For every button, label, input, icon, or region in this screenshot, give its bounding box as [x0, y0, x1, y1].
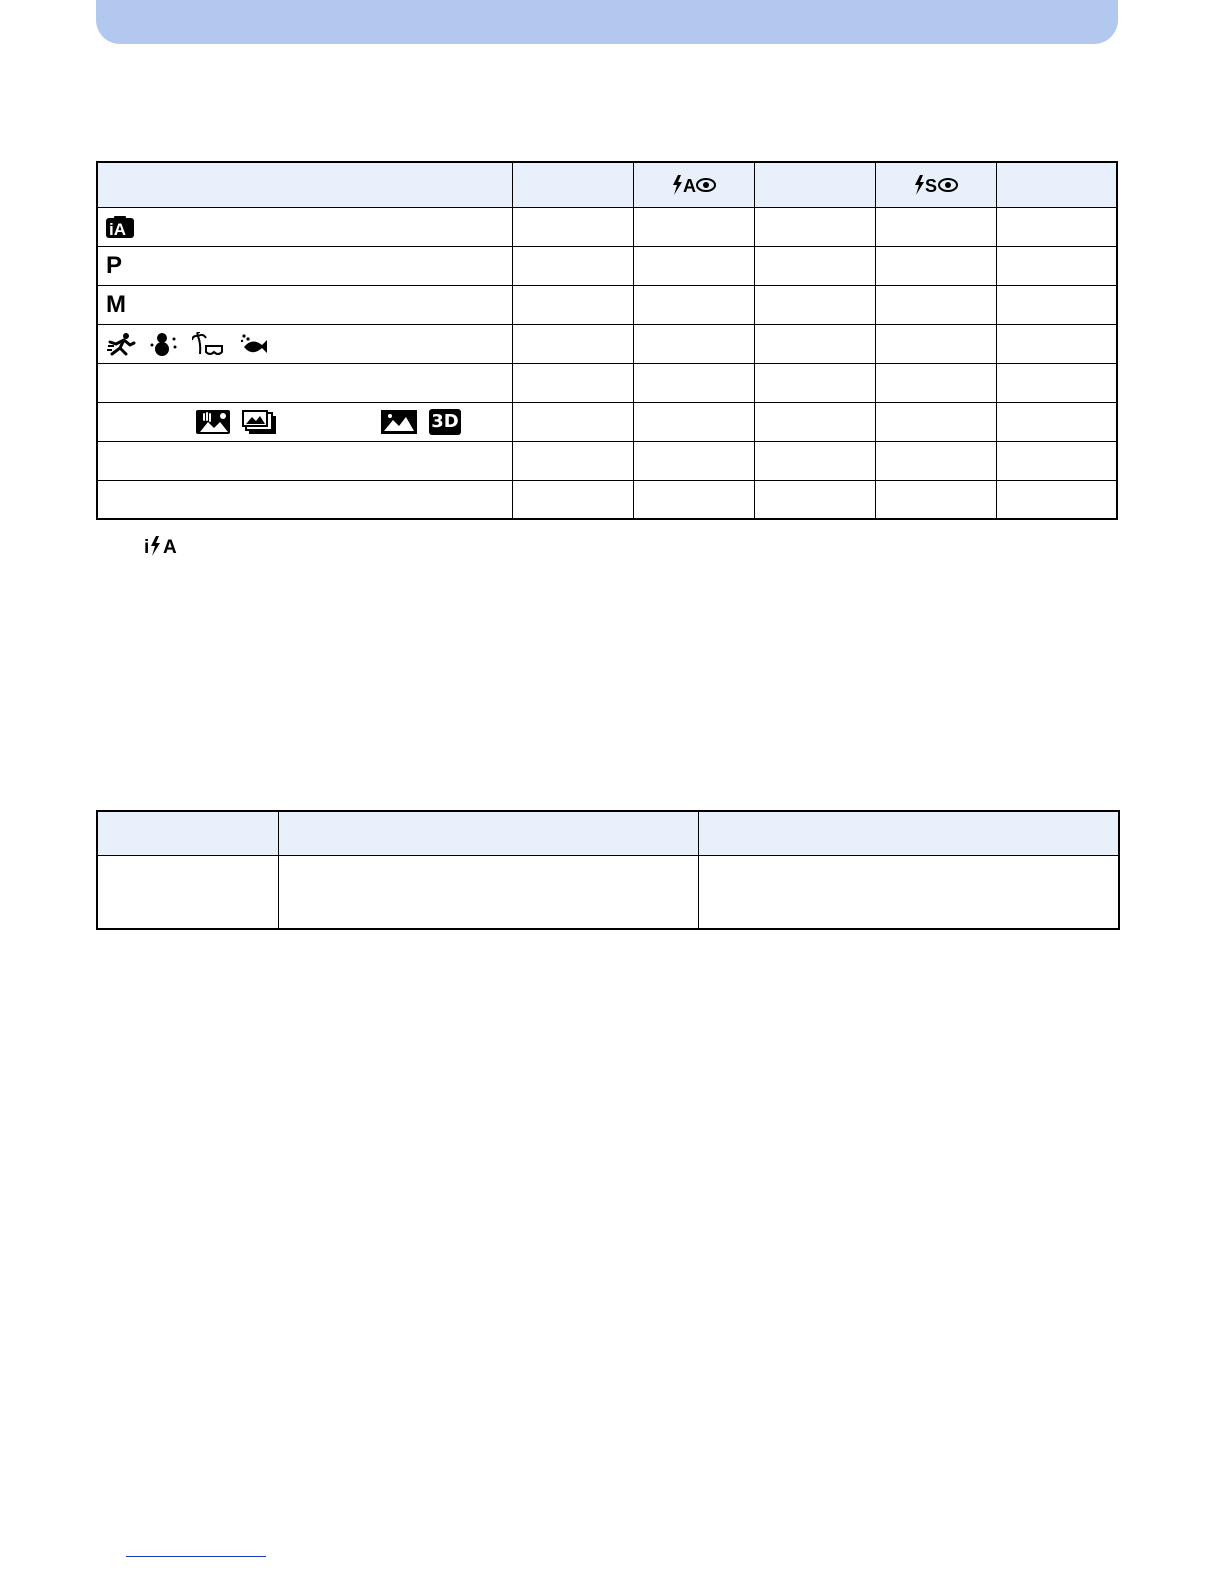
table-cell: [633, 324, 754, 363]
table-cell: [996, 246, 1117, 285]
svg-text:A: A: [163, 537, 177, 557]
table-row: [97, 246, 1117, 285]
table-cell: [512, 324, 633, 363]
slow-sync-red-eye-flash-icon: [876, 173, 996, 197]
flash-mode-table: [96, 161, 1118, 520]
table-row: [97, 207, 1117, 246]
table-cell: [633, 207, 754, 246]
program-mode-label: P: [106, 251, 123, 279]
table-cell: [875, 207, 996, 246]
header-cell: [97, 811, 278, 855]
header-cell: [698, 811, 1119, 855]
table-row: [97, 324, 1117, 363]
table-cell: [875, 480, 996, 519]
table-cell: [754, 285, 875, 324]
table-cell: [875, 285, 996, 324]
table-cell: [875, 441, 996, 480]
svg-text:A: A: [682, 175, 696, 196]
header-cell: [97, 162, 512, 207]
mode-cell: [97, 324, 512, 363]
table-cell: [754, 324, 875, 363]
table-cell: [875, 246, 996, 285]
table-cell: [512, 285, 633, 324]
manual-mode-label: M: [106, 290, 126, 318]
header-cell: [278, 811, 698, 855]
auto-red-eye-flash-icon: [634, 173, 754, 197]
page-header-banner: [96, 0, 1118, 44]
table-row: [97, 402, 1117, 441]
table-cell: [875, 324, 996, 363]
3d-badge-label: 3D: [431, 411, 459, 432]
header-cell: [633, 162, 754, 207]
header-cell: [754, 162, 875, 207]
header-cell: [875, 162, 996, 207]
table-cell: [633, 402, 754, 441]
sports-scene-icon: [106, 332, 136, 356]
header-cell: [996, 162, 1117, 207]
mode-cell: [97, 402, 512, 441]
footer-link-underline[interactable]: [126, 1556, 266, 1557]
table-cell: [512, 441, 633, 480]
table-cell: [754, 441, 875, 480]
table-row: [97, 441, 1117, 480]
table-cell: [512, 363, 633, 402]
table-row: [97, 855, 1119, 929]
table-cell: [996, 207, 1117, 246]
table-cell: [754, 363, 875, 402]
3d-photo-mode-icon: [429, 409, 461, 435]
table-cell: [633, 285, 754, 324]
header-cell: [512, 162, 633, 207]
handheld-night-shot-icon: [196, 410, 230, 434]
table-cell: [754, 207, 875, 246]
table-cell: [996, 324, 1117, 363]
table-cell: [512, 402, 633, 441]
intelligent-auto-mode-icon: [106, 216, 134, 238]
table-cell: [97, 855, 278, 929]
table-cell: [754, 402, 875, 441]
table-header-row: [97, 811, 1119, 855]
panorama-shot-icon: [381, 410, 417, 434]
mode-cell: [97, 285, 512, 324]
table-cell: [996, 480, 1117, 519]
table-cell: [875, 402, 996, 441]
svg-text:iA: iA: [109, 219, 126, 238]
table-cell: [754, 480, 875, 519]
table-row: [97, 363, 1117, 402]
flash-range-table: [96, 810, 1120, 930]
table-cell: [278, 855, 698, 929]
table-cell: [633, 441, 754, 480]
table-cell: [754, 246, 875, 285]
table-cell: [512, 207, 633, 246]
table-cell: [633, 480, 754, 519]
beach-snorkeling-scene-icon: [192, 332, 224, 356]
underwater-scene-icon: [238, 333, 268, 355]
mode-cell: [97, 480, 512, 519]
intelligent-auto-flash-icon: [144, 533, 180, 562]
table-cell: [996, 363, 1117, 402]
table-row: [97, 285, 1117, 324]
snow-scene-icon: [150, 331, 178, 357]
table-cell: [698, 855, 1119, 929]
mode-cell: [97, 363, 512, 402]
table-cell: [996, 441, 1117, 480]
table-cell: [633, 246, 754, 285]
table-cell: [633, 363, 754, 402]
table-row: [97, 480, 1117, 519]
table-cell: [875, 363, 996, 402]
hdr-scene-icon: [242, 410, 276, 434]
table-cell: [512, 480, 633, 519]
mode-cell: [97, 207, 512, 246]
mode-cell: [97, 441, 512, 480]
table-cell: [512, 246, 633, 285]
table-header-row: [97, 162, 1117, 207]
svg-text:i: i: [144, 537, 150, 557]
svg-text:S: S: [924, 175, 937, 196]
mode-cell: [97, 246, 512, 285]
table-cell: [996, 285, 1117, 324]
table-cell: [996, 402, 1117, 441]
